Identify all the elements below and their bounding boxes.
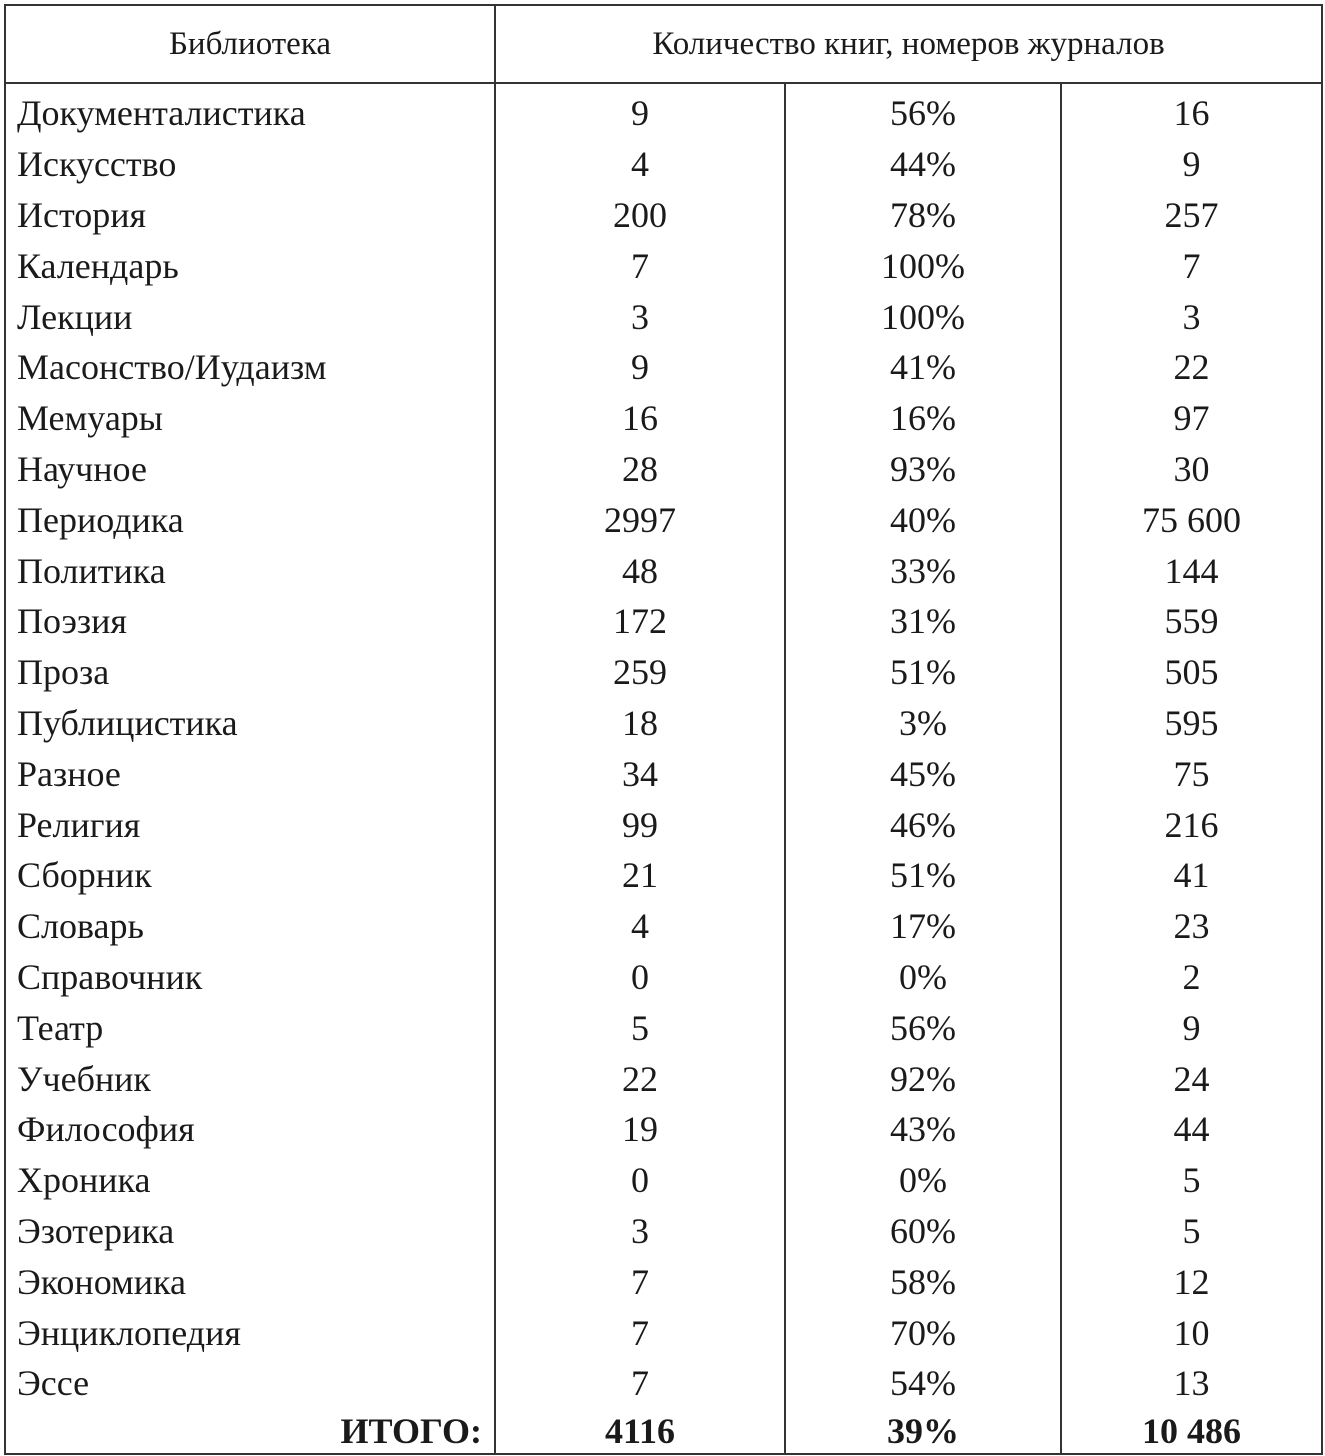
row-percent: 54% (785, 1358, 1061, 1409)
table-row (5, 1307, 1322, 1358)
row-percent: 3% (785, 698, 1061, 749)
row-percent: 56% (785, 83, 1061, 139)
row-issues: 97 (1061, 393, 1322, 444)
row-category: Научное (5, 444, 495, 495)
row-count: 7 (495, 240, 785, 291)
row-count: 22 (495, 1053, 785, 1104)
table-row (5, 1002, 1322, 1053)
table-row (5, 1358, 1322, 1409)
row-count: 7 (495, 1256, 785, 1307)
row-issues: 505 (1061, 647, 1322, 698)
row-percent: 33% (785, 545, 1061, 596)
row-issues: 3 (1061, 291, 1322, 342)
table-row (5, 545, 1322, 596)
row-issues: 16 (1061, 83, 1322, 139)
table-row (5, 139, 1322, 190)
row-count: 0 (495, 1155, 785, 1206)
row-percent: 44% (785, 139, 1061, 190)
row-category: Масонство/Иудаизм (5, 342, 495, 393)
row-category: Политика (5, 545, 495, 596)
row-count: 21 (495, 850, 785, 901)
row-issues: 30 (1061, 444, 1322, 495)
table-row (5, 1206, 1322, 1257)
row-percent: 51% (785, 850, 1061, 901)
table-row (5, 1256, 1322, 1307)
row-percent: 56% (785, 1002, 1061, 1053)
row-category: Календарь (5, 240, 495, 291)
row-category: Эзотерика (5, 1206, 495, 1257)
row-percent: 46% (785, 799, 1061, 850)
total-count: 4116 (495, 1409, 785, 1454)
row-count: 259 (495, 647, 785, 698)
total-issues: 10 486 (1061, 1409, 1322, 1454)
row-count: 5 (495, 1002, 785, 1053)
row-percent: 31% (785, 596, 1061, 647)
table-row (5, 901, 1322, 952)
header-count: Количество книг, номеров журналов (495, 5, 1322, 83)
row-category: Хроника (5, 1155, 495, 1206)
table-body (5, 83, 1322, 1409)
row-percent: 100% (785, 291, 1061, 342)
row-percent: 51% (785, 647, 1061, 698)
row-issues: 23 (1061, 901, 1322, 952)
row-percent: 45% (785, 748, 1061, 799)
table-row (5, 240, 1322, 291)
row-category: Искусство (5, 139, 495, 190)
row-category: Справочник (5, 952, 495, 1003)
row-category: Публицистика (5, 698, 495, 749)
row-percent: 16% (785, 393, 1061, 444)
row-count: 19 (495, 1104, 785, 1155)
row-issues: 5 (1061, 1155, 1322, 1206)
row-count: 4 (495, 901, 785, 952)
row-percent: 58% (785, 1256, 1061, 1307)
row-count: 7 (495, 1358, 785, 1409)
row-issues: 24 (1061, 1053, 1322, 1104)
row-count: 34 (495, 748, 785, 799)
row-category: Эссе (5, 1358, 495, 1409)
row-category: Разное (5, 748, 495, 799)
table-row (5, 494, 1322, 545)
row-percent: 0% (785, 1155, 1061, 1206)
row-issues: 44 (1061, 1104, 1322, 1155)
row-category: Поэзия (5, 596, 495, 647)
total-label: ИТОГО: (5, 1409, 495, 1454)
table-row (5, 342, 1322, 393)
table-row (5, 850, 1322, 901)
table-row (5, 291, 1322, 342)
row-percent: 17% (785, 901, 1061, 952)
row-percent: 100% (785, 240, 1061, 291)
table-row (5, 698, 1322, 749)
row-count: 9 (495, 342, 785, 393)
row-percent: 70% (785, 1307, 1061, 1358)
row-issues: 144 (1061, 545, 1322, 596)
row-category: Экономика (5, 1256, 495, 1307)
row-issues: 9 (1061, 1002, 1322, 1053)
row-issues: 2 (1061, 952, 1322, 1003)
row-count: 99 (495, 799, 785, 850)
row-category: Лекции (5, 291, 495, 342)
row-count: 28 (495, 444, 785, 495)
row-count: 172 (495, 596, 785, 647)
table-row (5, 748, 1322, 799)
library-stats-table (4, 4, 1323, 1455)
row-issues: 5 (1061, 1206, 1322, 1257)
row-issues: 595 (1061, 698, 1322, 749)
row-count: 9 (495, 83, 785, 139)
row-issues: 22 (1061, 342, 1322, 393)
row-count: 7 (495, 1307, 785, 1358)
row-percent: 43% (785, 1104, 1061, 1155)
total-row (5, 1409, 1322, 1454)
table-row (5, 596, 1322, 647)
table-row (5, 1155, 1322, 1206)
row-issues: 7 (1061, 240, 1322, 291)
row-count: 0 (495, 952, 785, 1003)
row-issues: 9 (1061, 139, 1322, 190)
row-issues: 13 (1061, 1358, 1322, 1409)
row-issues: 10 (1061, 1307, 1322, 1358)
header-row (5, 5, 1322, 83)
row-category: Словарь (5, 901, 495, 952)
table-row (5, 952, 1322, 1003)
row-category: Театр (5, 1002, 495, 1053)
row-category: Периодика (5, 494, 495, 545)
row-category: Проза (5, 647, 495, 698)
row-count: 200 (495, 190, 785, 241)
row-count: 48 (495, 545, 785, 596)
row-issues: 75 (1061, 748, 1322, 799)
row-percent: 40% (785, 494, 1061, 545)
header-library: Библиотека (5, 5, 495, 83)
row-category: Сборник (5, 850, 495, 901)
row-category: Энциклопедия (5, 1307, 495, 1358)
row-category: Мемуары (5, 393, 495, 444)
row-category: Философия (5, 1104, 495, 1155)
row-count: 3 (495, 291, 785, 342)
row-category: История (5, 190, 495, 241)
row-issues: 559 (1061, 596, 1322, 647)
row-category: Учебник (5, 1053, 495, 1104)
row-count: 16 (495, 393, 785, 444)
row-category: Документалистика (5, 83, 495, 139)
row-count: 2997 (495, 494, 785, 545)
row-issues: 257 (1061, 190, 1322, 241)
row-percent: 78% (785, 190, 1061, 241)
row-issues: 75 600 (1061, 494, 1322, 545)
row-category: Религия (5, 799, 495, 850)
row-count: 4 (495, 139, 785, 190)
table-row (5, 647, 1322, 698)
row-percent: 0% (785, 952, 1061, 1003)
total-percent: 39% (785, 1409, 1061, 1454)
table-row (5, 444, 1322, 495)
row-issues: 12 (1061, 1256, 1322, 1307)
table-row (5, 83, 1322, 139)
table-row (5, 190, 1322, 241)
row-count: 18 (495, 698, 785, 749)
row-percent: 41% (785, 342, 1061, 393)
table-row (5, 1053, 1322, 1104)
table-row (5, 393, 1322, 444)
row-percent: 92% (785, 1053, 1061, 1104)
table-row (5, 1104, 1322, 1155)
row-issues: 216 (1061, 799, 1322, 850)
row-count: 3 (495, 1206, 785, 1257)
table-row (5, 799, 1322, 850)
row-issues: 41 (1061, 850, 1322, 901)
row-percent: 60% (785, 1206, 1061, 1257)
row-percent: 93% (785, 444, 1061, 495)
